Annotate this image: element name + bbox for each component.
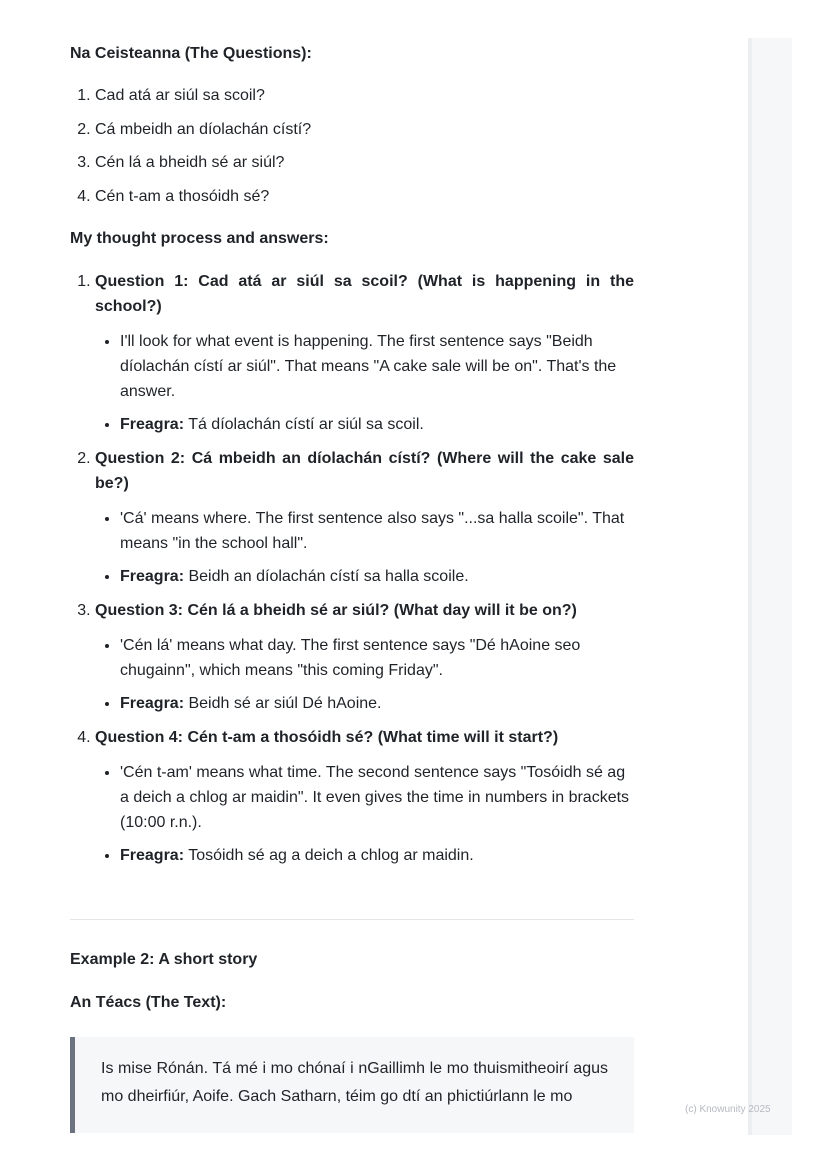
answer-item <box>95 725 634 868</box>
thought-process-heading: My thought process and answers: <box>70 230 329 247</box>
question-item: 1. Cad atá ar siúl sa scoil? <box>95 84 311 108</box>
question-title: 1. Question 1: Cad atá ar siúl sa scoil? (What is happening in the school?) <box>95 273 634 315</box>
question-title: 4. Question 4: Cén t-am a thosóidh sé? (What time will it start?) <box>95 729 559 746</box>
question-item: 3. Cén lá a bheidh sé ar siúl? <box>95 151 311 175</box>
question-title: 2. Question 2: Cá mbeidh an díolachán cístí? (Where will the cake sale be?) <box>95 450 634 492</box>
question-item: 4. Cén t-am a thosóidh sé? <box>95 185 311 209</box>
question-title: 3. Question 3: Cén lá a bheidh sé ar siúl? (What day will it be on?) <box>95 602 577 619</box>
answer-item <box>95 598 634 716</box>
answer-bullets <box>95 760 634 868</box>
answer-text: Beidh sé ar siúl Dé hAoine. <box>188 695 382 712</box>
questions-heading: Na Ceisteanna (The Questions): <box>70 45 312 62</box>
answer-text: Tá díolachán cístí ar siúl sa scoil. <box>188 416 424 433</box>
story-text: Is mise Rónán. Tá mé i mo chónaí i nGaillimh le mo thuismitheoirí agus mo dheirfiúr, Aoife. Gach Satharn, téim go dtí an phictiúrlann le mo <box>101 1060 608 1105</box>
answer-label: Freagra: <box>120 416 185 433</box>
questions-list <box>70 84 311 218</box>
text-heading: An Téacs (The Text): <box>70 994 227 1011</box>
reasoning-text: • I'll look for what event is happening. The first sentence says "Beidh díolachán cístí ar siúl". That means "A cake sale will be on". That's the answer. <box>120 329 634 404</box>
answer-line <box>120 691 634 716</box>
answer-text: Tosóidh sé ag a deich a chlog ar maidin. <box>188 847 474 864</box>
section-divider <box>70 919 634 920</box>
answer-line <box>120 412 634 437</box>
answer-label: Freagra: <box>120 568 185 585</box>
reasoning-text: • 'Cá' means where. The first sentence also says "...sa halla scoile". That means "in the school hall". <box>120 506 634 556</box>
answer-item <box>95 269 634 437</box>
answer-bullets <box>95 506 634 589</box>
answer-bullets <box>95 329 634 437</box>
copyright-watermark: (c) Knowunity 2025 <box>685 1104 771 1115</box>
answer-label: Freagra: <box>120 695 185 712</box>
answers-list <box>70 269 634 868</box>
answer-line <box>120 843 634 868</box>
answer-line <box>120 564 634 589</box>
reasoning-text: • 'Cén t-am' means what time. The second sentence says "Tosóidh sé ag a deich a chlog ar maidin". It even gives the time in numbers in brackets (10:00 r.n.). <box>120 760 634 835</box>
scrollbar-track[interactable] <box>748 38 792 1135</box>
answer-bullets <box>95 633 634 716</box>
story-blockquote <box>70 1037 634 1133</box>
example-heading: Example 2: A short story <box>70 951 258 968</box>
answer-text: Beidh an díolachán cístí sa halla scoile. <box>188 568 469 585</box>
answer-item <box>95 446 634 589</box>
question-item: 2. Cá mbeidh an díolachán cístí? <box>95 118 311 142</box>
answer-label: Freagra: <box>120 847 185 864</box>
reasoning-text: • 'Cén lá' means what day. The first sentence says "Dé hAoine seo chugainn", which means "this coming Friday". <box>120 633 634 683</box>
